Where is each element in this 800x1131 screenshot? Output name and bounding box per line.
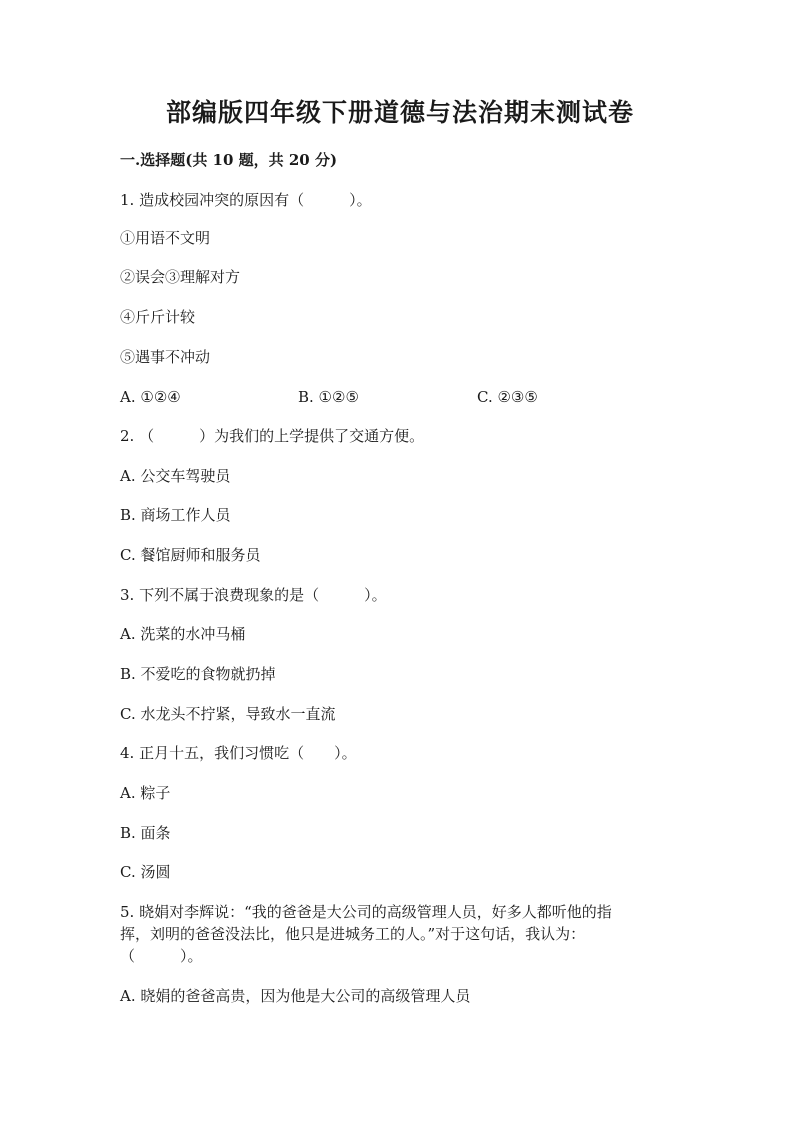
- page-title: 部编版四年级下册道德与法治期末测试卷: [165, 98, 634, 127]
- question-5-option-a: A. 晓娟的爸爸高贵，因为他是大公司的高级管理人员: [120, 987, 471, 1005]
- question-4-option-a: A. 粽子: [120, 784, 171, 802]
- question-2-option-a: A. 公交车驾驶员: [120, 467, 231, 485]
- question-5-stem-line-2: 挥，刘明的爸爸没法比，他只是进城务工的人。”对于这句话，我认为：: [120, 925, 586, 943]
- question-1-item-1: ①用语不文明: [120, 229, 211, 247]
- question-1-option-b: B. ①②⑤: [298, 388, 359, 406]
- question-2-stem: 2. （ ）为我们的上学提供了交通方便。: [120, 427, 425, 445]
- question-4-option-c: C. 汤圆: [120, 863, 171, 881]
- question-1-stem: 1. 造成校园冲突的原因有（ ）。: [120, 191, 372, 209]
- question-4-option-b: B. 面条: [120, 824, 171, 842]
- question-2-option-c: C. 餐馆厨师和服务员: [120, 546, 261, 564]
- question-5-stem-line-3: （ ）。: [120, 947, 203, 965]
- question-3-option-b: B. 不爱吃的食物就扔掉: [120, 665, 276, 683]
- question-3-option-a: A. 洗菜的水冲马桶: [120, 625, 246, 643]
- question-4-stem: 4. 正月十五，我们习惯吃（ ）。: [120, 744, 357, 762]
- question-3-option-c: C. 水龙头不拧紧，导致水一直流: [120, 705, 336, 723]
- question-1-item-2: ②误会③理解对方: [120, 268, 241, 286]
- question-1-option-c: C. ②③⑤: [477, 388, 538, 406]
- question-1-item-4: ⑤遇事不冲动: [120, 348, 211, 366]
- section-heading: 一.选择题(共 10 题，共 20 分): [120, 151, 338, 169]
- question-3-stem: 3. 下列不属于浪费现象的是（ ）。: [120, 586, 387, 604]
- question-1-option-a: A. ①②④: [120, 388, 181, 406]
- question-1-item-3: ④斤斤计较: [120, 308, 196, 326]
- question-2-option-b: B. 商场工作人员: [120, 506, 231, 524]
- question-5-stem-line-1: 5. 晓娟对李辉说：“我的爸爸是大公司的高级管理人员，好多人都听他的指: [120, 903, 612, 921]
